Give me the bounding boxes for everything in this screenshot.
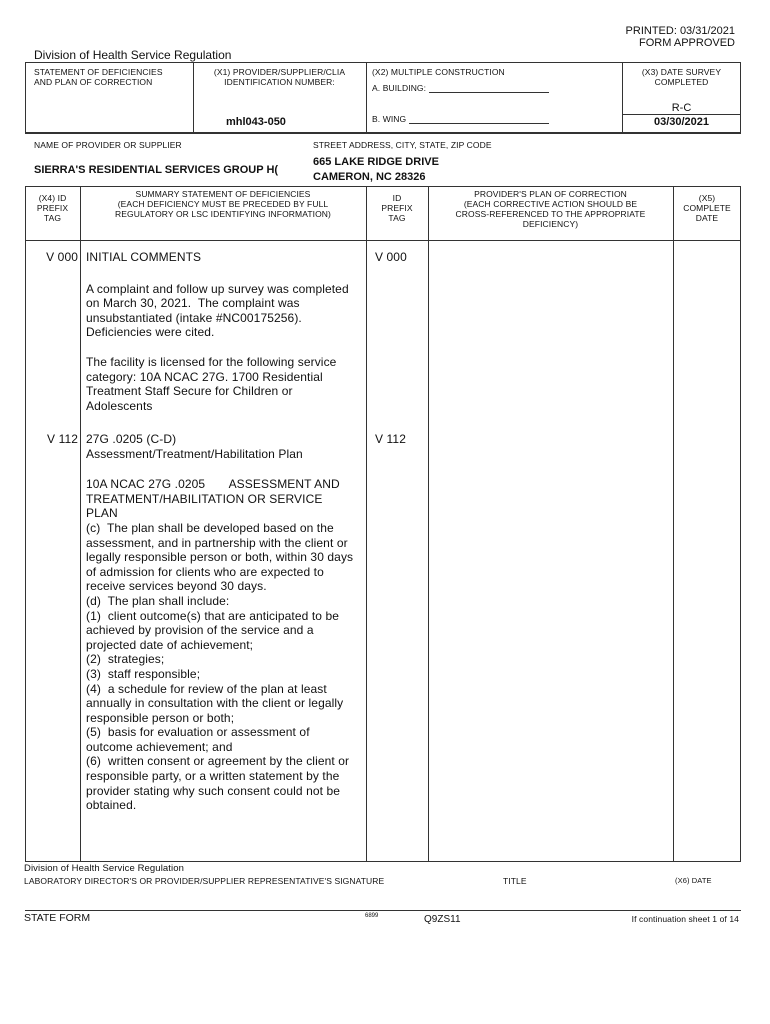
building-blank <box>429 83 549 93</box>
x1-value: mhl043-050 <box>226 116 286 128</box>
x1-label: (X1) PROVIDER/SUPPLIER/CLIA IDENTIFICATION NUMBER: <box>213 67 346 87</box>
x3-date: 03/30/2021 <box>653 116 710 128</box>
statement-label: STATEMENT OF DEFICIENCIES AND PLAN OF CORRECTION <box>34 67 163 87</box>
entry-prefix: V 000 <box>46 250 78 264</box>
entry-body <box>86 250 364 428</box>
plan-header: PROVIDER'S PLAN OF CORRECTION (EACH CORRECTIVE ACTION SHOULD BE CROSS-REFERENCED TO THE APPROPRIATE DEFICIENCY) <box>455 189 646 229</box>
state-form-label: STATE FORM <box>24 912 91 924</box>
entry-id-prefix: V 000 <box>375 250 407 264</box>
continuation-sheet: If continuation sheet 1 of 14 <box>631 914 739 924</box>
entry-prefix: V 112 <box>47 432 78 446</box>
x6-date-label: (X6) DATE <box>675 876 712 885</box>
provider-name: SIERRA'S RESIDENTIAL SERVICES GROUP H( <box>34 164 279 176</box>
address-label: STREET ADDRESS, CITY, STATE, ZIP CODE <box>313 140 492 150</box>
footer-agency: Division of Health Service Regulation <box>24 863 184 874</box>
form-number: 6899 <box>365 913 379 919</box>
x3-label: (X3) DATE SURVEY COMPLETED <box>641 67 722 87</box>
wing-blank <box>409 114 549 124</box>
id-header: ID PREFIX TAG <box>381 193 413 223</box>
entry-body <box>86 432 364 828</box>
building-row <box>372 83 549 93</box>
entry-heading: 27G .0205 (C-D) Assessment/Treatment/Habilitation Plan <box>86 432 303 461</box>
address-line1: 665 LAKE RIDGE DRIVE <box>313 156 439 168</box>
form-code: Q9ZS11 <box>424 914 461 925</box>
entry-id-prefix: V 112 <box>375 432 406 446</box>
x4-header: (X4) ID PREFIX TAG <box>36 193 69 223</box>
entry-paragraph: 10A NCAC 27G .0205 ASSESSMENT AND TREATMENT/HABILITATION OR SERVICE PLAN (c) The plan shall be developed based on the assessment, and in partnership with the client or legally responsible person or both, within 30 days of admission for clients who are expected to receive services beyond 30 days. (d) The plan shall include: (1) client outcome(s) that are anticipated to be achieved by provision of the service and a projected date of achievement; (2) strategies; (3) staff responsible; (4) a schedule for review of the plan at least annually in consultation with the client or legally responsible person or both; (5) basis for evaluation or assessment of outcome achievement; and (6) written consent or agreement by the client or responsible party, or a written statement by the provider stating why such consent could not be obtained. <box>86 477 354 813</box>
form-approved: FORM APPROVED <box>639 37 735 49</box>
address-line2: CAMERON, NC 28326 <box>313 171 426 183</box>
x5-header: (X5) COMPLETE DATE <box>683 193 731 223</box>
printed-date: PRINTED: 03/31/2021 <box>625 25 735 37</box>
building-label: A. BUILDING: <box>372 83 427 93</box>
entry-heading: INITIAL COMMENTS <box>86 250 202 264</box>
agency-title: Division of Health Service Regulation <box>34 48 232 62</box>
summary-header: SUMMARY STATEMENT OF DEFICIENCIES (EACH DEFICIENCY MUST BE PRECEDED BY FULL REGULATORY OR LSC IDENTIFYING INFORMATION) <box>115 189 331 219</box>
wing-label: B. WING <box>372 114 407 124</box>
signature-label: LABORATORY DIRECTOR'S OR PROVIDER/SUPPLIER REPRESENTATIVE'S SIGNATURE <box>24 876 385 886</box>
x2-label: (X2) MULTIPLE CONSTRUCTION <box>372 67 505 77</box>
entry-paragraph: The facility is licensed for the following service category: 10A NCAC 27G. 1700 Residential Treatment Staff Secure for Children or Adolescents <box>86 354 337 413</box>
title-label: TITLE <box>503 876 527 886</box>
wing-row <box>372 114 549 124</box>
entry-paragraph: A complaint and follow up survey was completed on March 30, 2021. The complaint was unsubstantiated (intake #NC00175256). Deficiencies were cited. <box>86 281 349 340</box>
x3-code: R-C <box>671 102 692 114</box>
provider-name-label: NAME OF PROVIDER OR SUPPLIER <box>34 140 182 150</box>
